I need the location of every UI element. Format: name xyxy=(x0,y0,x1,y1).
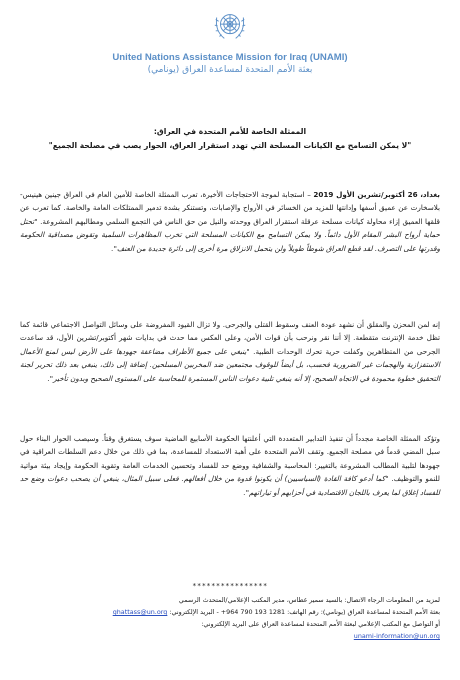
paragraph-2-quote: "ينبغي على جميع الأطراف مضاعفة جهودها على الأرض ليس لمنع الأعمال الاستفزازية والهجمات غير الضرورية فحسب، بل أيضاً للوقوف مجتمعين ضد المخربين المسلحين. إضافة إلى ذلك، ينبغي بعد ذلك تحرير لجنة التحقيق خطوة محمودة في الاتجاه الصحيح، إلا أنه ينبغي تلبية دعوات الناس المستمرة للمحاسبة على المستوى الصحيح وبدون تأخير". xyxy=(20,346,440,383)
contact-phone[interactable]: +964 790 193 1281 xyxy=(220,608,286,616)
contact-intro: لمزيد من المعلومات الرجاء الاتصال: بالسيد سمير غطاس، مدير المكتب الإعلامي/المتحدث الرسمي xyxy=(178,596,440,604)
contact-line-1 xyxy=(20,594,440,606)
contact-org-phone-label: بعثة الأمم المتحدة لمساعدة العراق (يونامي): رقم الهاتف: xyxy=(287,608,440,616)
contact-email-label: البريد الإلكتروني: xyxy=(169,608,215,616)
paragraph-3-quote: "كما أدعو كافة القادة (السياسيين) أن يكونوا قدوة من خلال أفعالهم. فعلى سبيل المثال، ينبغي أن يصحب دعوات وضع حد للفساد إغلاق لما يعرف باللجان الاقتصادية في أحزابهم أو تياراتهم". xyxy=(20,474,440,497)
contact-line-2: بعثة الأمم المتحدة لمساعدة العراق (يونامي): رقم الهاتف: +964 790 193 1281 - البريد الإلكتروني: ghattass@un.org xyxy=(112,608,440,616)
contact-block xyxy=(20,594,440,642)
contact-line-4 xyxy=(20,630,440,642)
media-office-email-link[interactable]: unami-information@un.org xyxy=(353,632,440,640)
paragraph-3-text: وتؤكد الممثلة الخاصة مجدداً أن تنفيذ التدابير المتعددة التي أعلنتها الحكومة الأسابيع الماضية سوف يستغرق وقتاً. وسيصب الحوار البناء حول سبل المضي قدماً في مصلحة الجميع. وتقف الأمم المتحدة على أهبة الاستعداد للمساعدة، بما في ذلك من خلال دعم السلطات العراقية في جهودها لتلبية المطالب المشروعة بالتغيير: المحاسبة والشفافية ووضع حد للفساد وتحسين الخدمات العامة وتقوية الحكومة وإيجاد بيئة مواتية للنمو والتوظيف. xyxy=(20,434,440,484)
dateline-date: 26 أكتوبر/تشرين الأول 2019 xyxy=(313,190,418,199)
paragraph-2-text: إنه لمن المحزن والمقلق أن نشهد عودة العنف وسقوط القتلى والجرحى. ولا تزال القيود المفروضة على وسائل التواصل الاجتماعي قائمة كما تظل خدمة الإنترنت متقطعة. إلا أننا نقر ونرحب بأن قوات الأمن، وعلى العكس مما حدث في بدايات شهر أكتوبر/تشرين الأول، قد ساعدت الجرحى من المتظاهرين وكفلت حرية تحرك الوحدات الطبية. xyxy=(20,320,440,356)
dateline-place: بغداد، xyxy=(420,190,440,199)
paragraph-3 xyxy=(20,432,440,499)
organization-name-arabic: بعثة الأمم المتحدة لمساعدة العراق (يونامي) xyxy=(147,65,313,75)
media-office-text: أو التواصل مع المكتب الإعلامي لبعثة الأمم المتحدة لمساعدة العراق على البريد الإلكتروني: xyxy=(201,620,440,628)
title-line-2: "لا يمكن التسامح مع الكيانات المسلحة التي تهدد استقرار العراق، الحوار يصب في مصلحة الجميع" xyxy=(48,141,412,150)
paragraph-1 xyxy=(20,188,440,255)
contact-line-3 xyxy=(20,618,440,630)
title-line-1: الممثلة الخاصة للأمم المتحدة في العراق: xyxy=(153,127,307,136)
separator-stars: **************** xyxy=(192,582,268,590)
press-release-title xyxy=(30,125,430,153)
paragraph-1-quote: "تحتل حماية أرواح البشر المقام الأول دائماً. ولا يمكن التسامح مع الكيانات المسلحة التي تخرب المظاهرات السلمية وتقوض مصداقية الحكومة وقدرتها على التصرف. لقد قطع العراق شوطاً طويلاً ولن يتحمل الانزلاق مرة أخرى إلى دائرة جديدة من العنف". xyxy=(20,216,440,253)
paragraph-2 xyxy=(20,318,440,385)
contact-email-link[interactable]: ghattass@un.org xyxy=(112,608,168,616)
organization-name-english: United Nations Assistance Mission for Iraq (UNAMI) xyxy=(112,52,348,63)
paragraph-1-text: – استجابة لموجة الاحتجاجات الأخيرة، تعرب الممثلة الخاصة للأمين العام في العراق جينين هينيس-بلاسخارت عن عميق أسفها وإدانتها للمزيد من الخسائر في الأرواح والإصابات، وتستنكر بشدة تدمير الممتلكات العامة والخاصة. كما تعرب عن قلقها العميق إزاء محاولة كيانات مسلحة عرقلة استقرار العراق ووحدته والنيل من حق الناس في التجمع السلمي ومطالبهم المشروعة. xyxy=(20,190,440,226)
un-emblem-icon xyxy=(211,8,249,46)
